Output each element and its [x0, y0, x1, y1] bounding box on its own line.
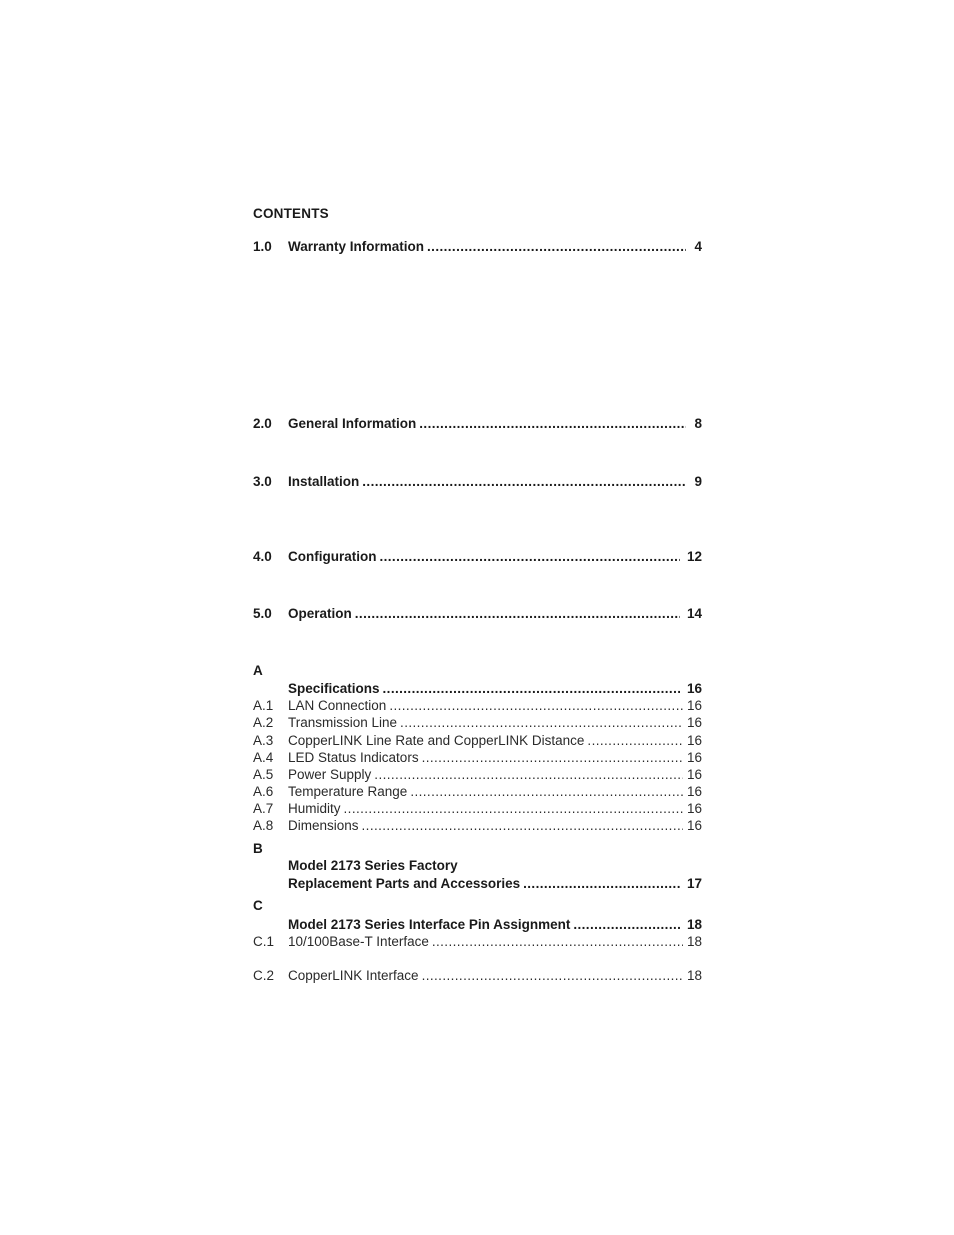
page-number: 16 [686, 698, 702, 713]
page-number: 18 [686, 917, 702, 932]
subsection-number: C.2 [253, 968, 275, 983]
section-number: 1.0 [253, 239, 272, 254]
page-number: 16 [686, 715, 702, 730]
section-label: General Information [288, 416, 417, 431]
page-number: 16 [686, 767, 702, 782]
section-number: 4.0 [253, 549, 272, 564]
toc-entry-c2[interactable] [253, 967, 702, 984]
subsection-label: Temperature Range [288, 784, 408, 799]
subsection-label: Power Supply [288, 767, 372, 782]
toc-entry-specifications[interactable] [253, 680, 702, 697]
toc-entry-warranty[interactable] [253, 238, 702, 255]
page-number: 16 [686, 681, 702, 696]
subsection-number: A.6 [253, 784, 274, 799]
dot-leader [573, 916, 680, 933]
dot-leader [523, 875, 680, 892]
section-label: Configuration [288, 549, 377, 564]
subsection-number: A.8 [253, 818, 274, 833]
section-label: Operation [288, 606, 352, 621]
toc-entry-configuration[interactable] [253, 548, 702, 565]
toc-entry-a8[interactable] [253, 817, 702, 834]
subsection-label: CopperLINK Line Rate and CopperLINK Distance [288, 733, 585, 748]
dot-leader [419, 415, 686, 432]
subsection-label: LED Status Indicators [288, 750, 419, 765]
dot-leader [374, 766, 683, 783]
subsection-label: Humidity [288, 801, 341, 816]
appendix-c-letter: C [253, 898, 263, 913]
section-number: 5.0 [253, 606, 272, 621]
dot-leader [432, 933, 683, 950]
section-number: 3.0 [253, 474, 272, 489]
dot-leader [389, 697, 683, 714]
dot-leader [362, 473, 686, 490]
page-number: 8 [694, 416, 702, 431]
toc-entry-replacement-parts[interactable] [253, 875, 702, 892]
subsection-number: A.7 [253, 801, 274, 816]
appendix-a-letter: A [253, 663, 263, 678]
toc-entry-a7[interactable] [253, 800, 702, 817]
dot-leader [410, 783, 683, 800]
toc-entry-c1[interactable] [253, 933, 702, 950]
contents-title: CONTENTS [253, 206, 329, 221]
dot-leader [379, 548, 679, 565]
subsection-number: A.4 [253, 750, 274, 765]
page-number: 14 [686, 606, 702, 621]
page-number: 12 [686, 549, 702, 564]
subsection-label: Transmission Line [288, 715, 398, 730]
dot-leader [355, 605, 680, 622]
subsection-label: Dimensions [288, 818, 359, 833]
page-number: 16 [686, 784, 702, 799]
subsection-number: A.2 [253, 715, 274, 730]
page-number: 9 [694, 474, 702, 489]
dot-leader [422, 749, 683, 766]
subsection-label: CopperLINK Interface [288, 968, 419, 983]
section-label: Warranty Information [288, 239, 425, 254]
section-label: Specifications [288, 681, 380, 696]
section-label: Replacement Parts and Accessories [288, 876, 521, 891]
toc-entry-pin-assignment[interactable] [253, 916, 702, 933]
toc-entry-a6[interactable] [253, 783, 702, 800]
appendix-b-heading-line1: Model 2173 Series Factory [288, 858, 458, 873]
subsection-number: C.1 [253, 934, 275, 949]
page-number: 18 [686, 968, 702, 983]
dot-leader [427, 238, 686, 255]
subsection-number: A.1 [253, 698, 274, 713]
page-number: 16 [686, 818, 702, 833]
dot-leader [587, 732, 683, 749]
dot-leader [400, 714, 683, 731]
section-number: 2.0 [253, 416, 272, 431]
toc-entry-a4[interactable] [253, 749, 702, 766]
subsection-number: A.5 [253, 767, 274, 782]
subsection-number: A.3 [253, 733, 274, 748]
toc-entry-a3[interactable] [253, 732, 702, 749]
page-number: 4 [694, 239, 702, 254]
page-number: 16 [686, 801, 702, 816]
page-number: 16 [686, 750, 702, 765]
section-label: Installation [288, 474, 360, 489]
dot-leader [344, 800, 683, 817]
subsection-label: LAN Connection [288, 698, 387, 713]
toc-entry-operation[interactable] [253, 605, 702, 622]
toc-entry-a5[interactable] [253, 766, 702, 783]
appendix-b-letter: B [253, 841, 263, 856]
toc-entry-installation[interactable] [253, 473, 702, 490]
dot-leader [362, 817, 683, 834]
page-number: 17 [686, 876, 702, 891]
page-number: 16 [686, 733, 702, 748]
toc-entry-general-information[interactable] [253, 415, 702, 432]
dot-leader [383, 680, 680, 697]
page-number: 18 [686, 934, 702, 949]
subsection-label: 10/100Base-T Interface [288, 934, 429, 949]
section-label: Model 2173 Series Interface Pin Assignment [288, 917, 571, 932]
toc-entry-a1[interactable] [253, 697, 702, 714]
toc-entry-a2[interactable] [253, 714, 702, 731]
dot-leader [422, 967, 683, 984]
